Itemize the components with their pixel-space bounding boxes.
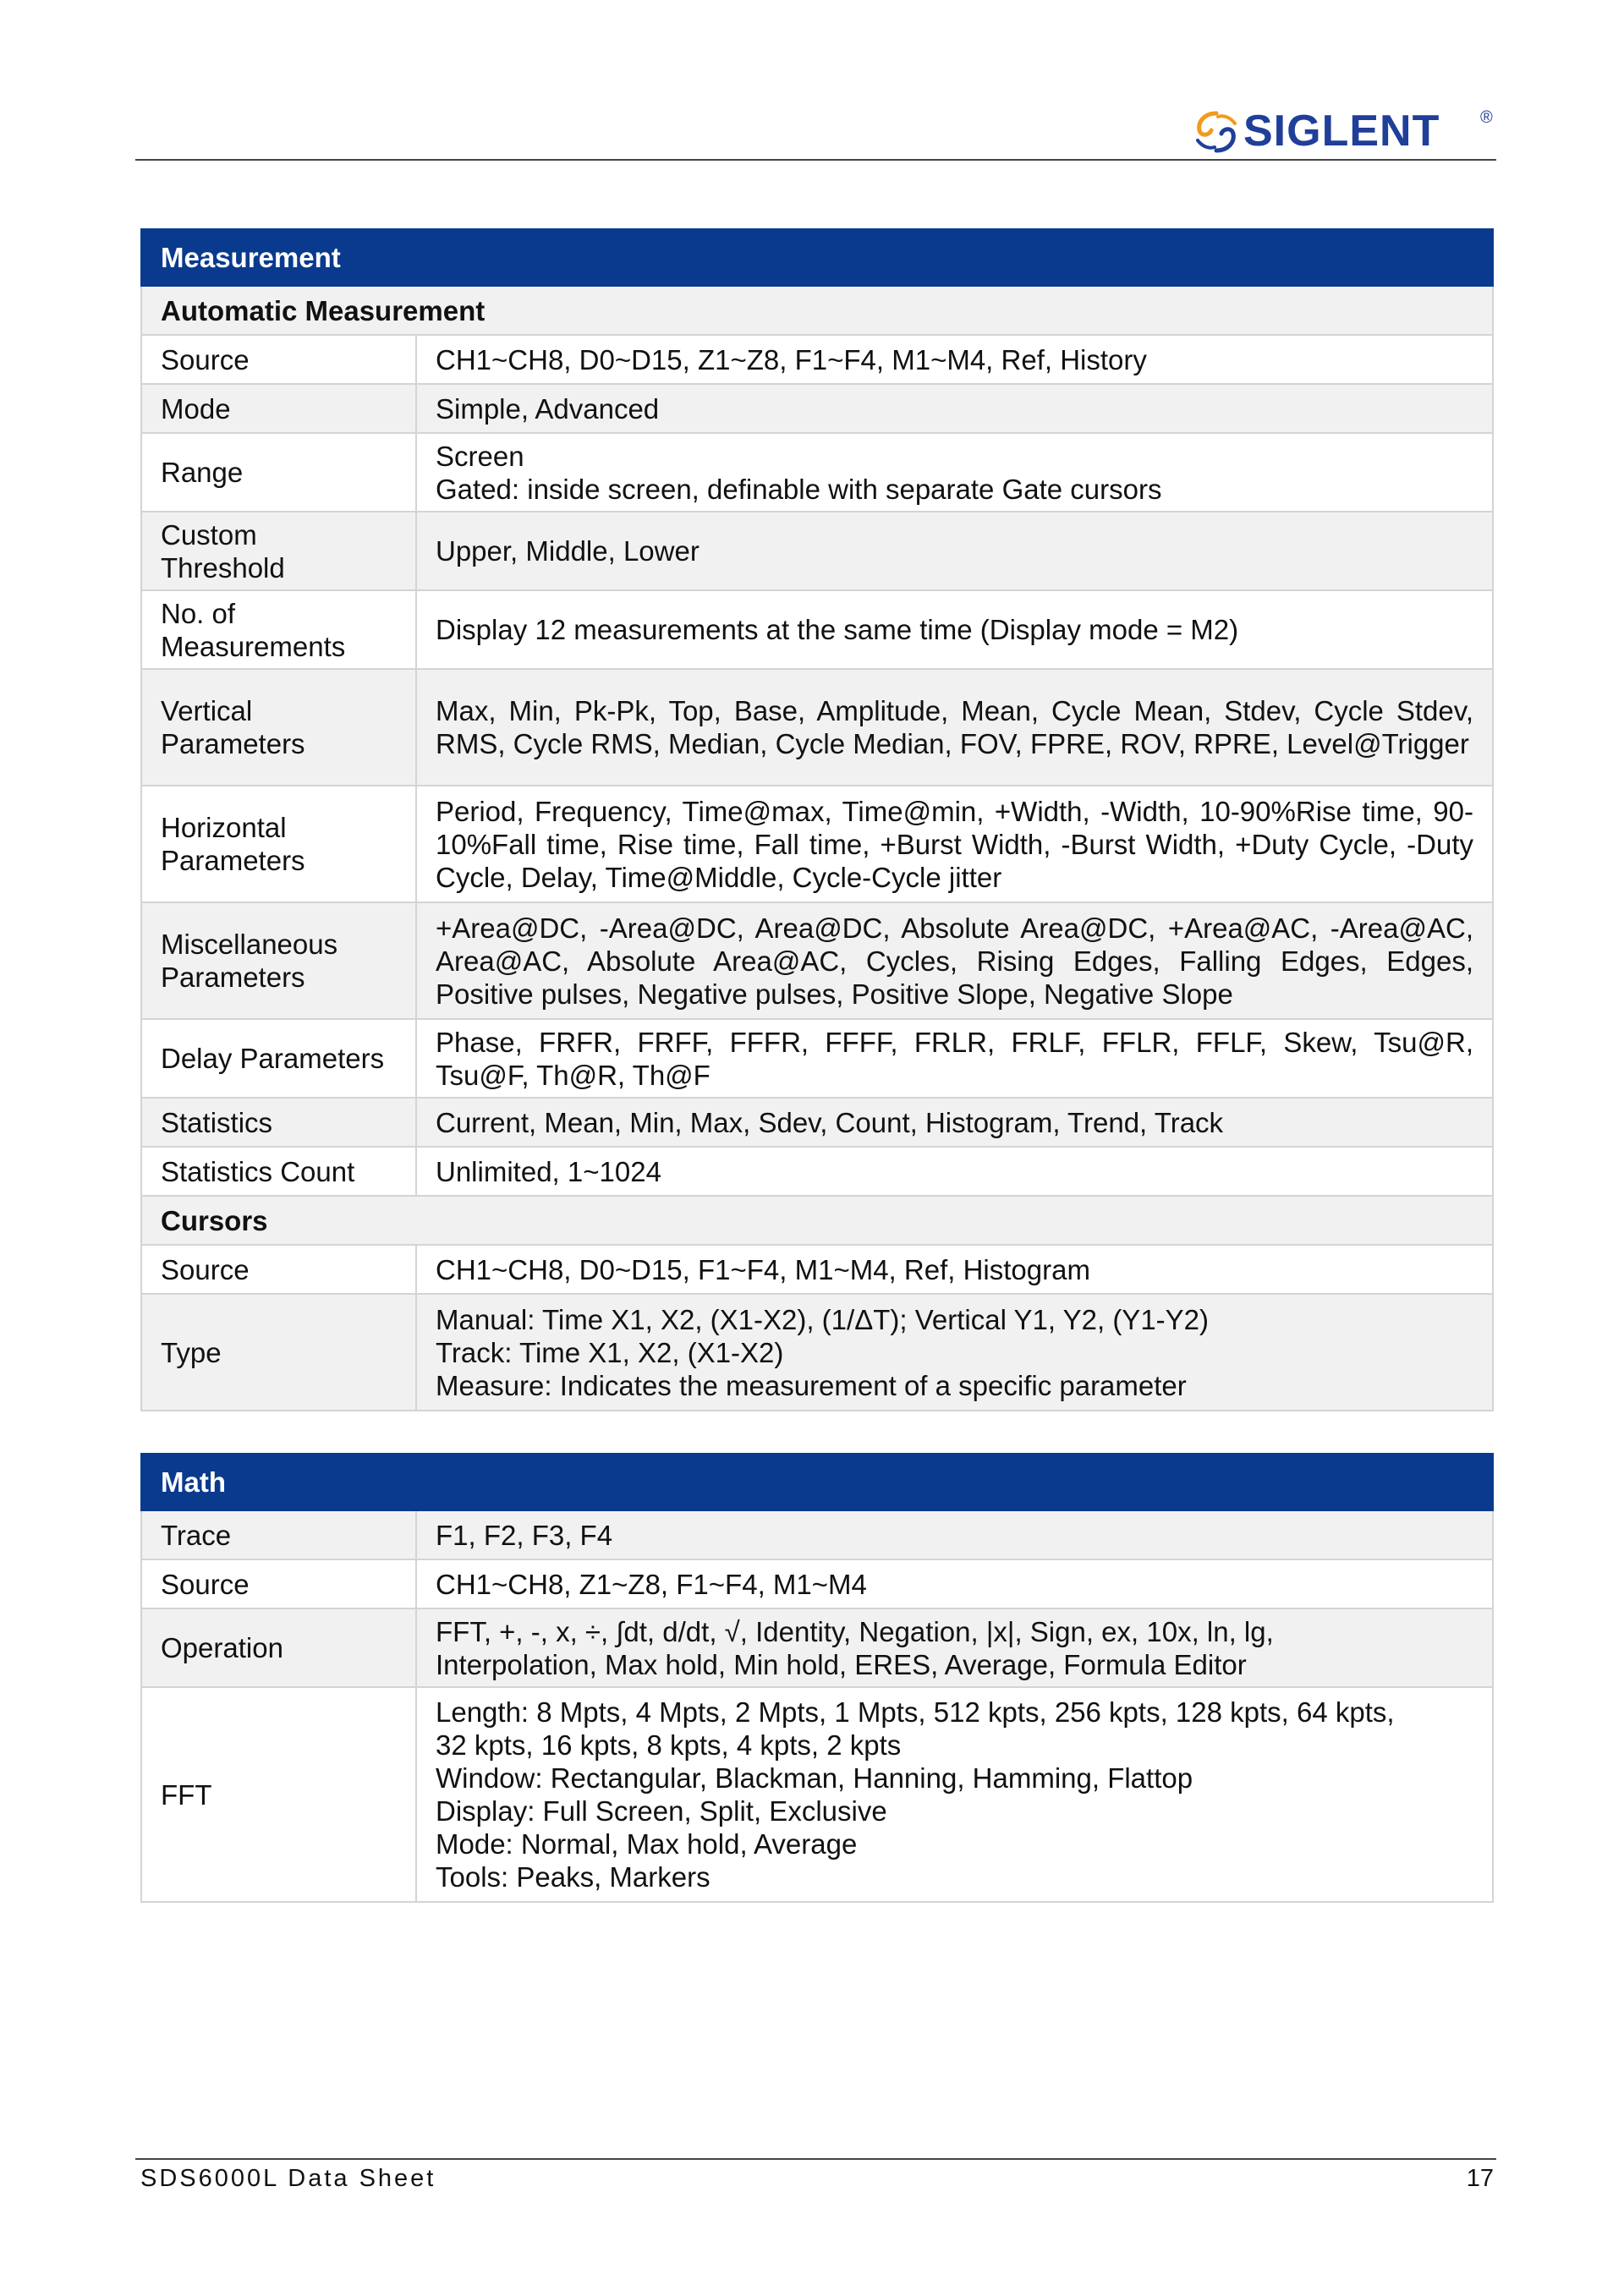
value-line: Display: Full Screen, Split, Exclusive (436, 1795, 887, 1827)
row-value: Display 12 measurements at the same time (Display mode = M2) (416, 590, 1493, 669)
value-line: Measure: Indicates the measurement of a specific parameter (436, 1369, 1187, 1401)
row-value: CH1~CH8, D0~D15, Z1~Z8, F1~F4, M1~M4, Ref, History (416, 335, 1493, 384)
value-line: Manual: Time X1, X2, (X1-X2), (1/ΔT); Vertical Y1, Y2, (Y1-Y2) (436, 1303, 1210, 1335)
row-value: Period, Frequency, Time@max, Time@min, +Width, -Width, 10-90%Rise time, 90-10%Fall time, Rise time, Fall time, +Burst Width, -Burst Width, +Duty Cycle, -Duty Cycle, Delay, Time@Middle, Cycle-Cycle jitter (416, 786, 1493, 902)
measurement-title: Measurement (141, 229, 1493, 286)
row-label: Mode (141, 384, 416, 433)
row-label (141, 786, 416, 902)
label-line: Parameters (161, 962, 305, 993)
row-label: Operation (141, 1608, 416, 1687)
label-line: Measurements (161, 630, 346, 662)
label-line: Threshold (161, 551, 285, 584)
row-value: CH1~CH8, Z1~Z8, F1~F4, M1~M4 (416, 1559, 1493, 1608)
value-line: Window: Rectangular, Blackman, Hanning, Hamming, Flattop (436, 1762, 1193, 1794)
value-line: Screen (436, 440, 524, 472)
header-divider (135, 159, 1496, 161)
cursors-heading: Cursors (141, 1196, 1493, 1245)
row-label (141, 590, 416, 669)
table-row (141, 902, 1493, 1019)
row-value: F1, F2, F3, F4 (416, 1510, 1493, 1559)
table-row (141, 335, 1493, 384)
siglent-swirl-icon (1193, 110, 1240, 154)
table-row (141, 1147, 1493, 1196)
value-line: Mode: Normal, Max hold, Average (436, 1828, 858, 1860)
row-value (416, 1687, 1493, 1902)
label-line: Parameters (161, 845, 305, 876)
row-value: Current, Mean, Min, Max, Sdev, Count, Histogram, Trend, Track (416, 1098, 1493, 1147)
row-value: Unlimited, 1~1024 (416, 1147, 1493, 1196)
value-line: Interpolation, Max hold, Min hold, ERES, Average, Formula Editor (436, 1648, 1247, 1680)
registered-mark: ® (1480, 108, 1493, 127)
row-label: Source (141, 1245, 416, 1294)
measurement-table (140, 228, 1494, 1411)
label-line: Horizontal (161, 812, 287, 843)
label-line: Custom (161, 518, 257, 551)
value-line: Tools: Peaks, Markers (436, 1861, 710, 1893)
value-line: FFT, +, -, x, ÷, ∫dt, d/dt, √, Identity, Negation, |x|, Sign, ex, 10x, ln, lg, (436, 1615, 1274, 1647)
row-label: Source (141, 335, 416, 384)
table-row (141, 512, 1493, 590)
row-value: CH1~CH8, D0~D15, F1~F4, M1~M4, Ref, Histogram (416, 1245, 1493, 1294)
value-line: Track: Time X1, X2, (X1-X2) (436, 1336, 784, 1368)
siglent-logo (1193, 107, 1493, 156)
row-label (141, 902, 416, 1019)
math-title: Math (141, 1454, 1493, 1510)
math-table (140, 1453, 1494, 1903)
table-row (141, 1019, 1493, 1098)
row-value: Upper, Middle, Lower (416, 512, 1493, 590)
table-row (141, 1559, 1493, 1608)
table-row (141, 1294, 1493, 1411)
row-label (141, 669, 416, 786)
row-value: Phase, FRFR, FRFF, FFFR, FFFF, FRLR, FRLF, FFLR, FFLF, Skew, Tsu@R, Tsu@F, Th@R, Th@F (416, 1019, 1493, 1098)
table-row (141, 1608, 1493, 1687)
table-row (141, 786, 1493, 902)
footer-divider (135, 2158, 1496, 2160)
row-label: Range (141, 433, 416, 512)
table-row (141, 669, 1493, 786)
logo-text: SIGLENT (1243, 107, 1440, 156)
automatic-measurement-heading: Automatic Measurement (141, 286, 1493, 335)
table-row (141, 1098, 1493, 1147)
row-label: Statistics (141, 1098, 416, 1147)
row-value (416, 1608, 1493, 1687)
row-label: Statistics Count (141, 1147, 416, 1196)
label-line: Miscellaneous (161, 929, 338, 960)
label-line: Parameters (161, 728, 305, 759)
footer-page-number: 17 (1466, 2165, 1494, 2192)
row-label: Trace (141, 1510, 416, 1559)
footer-doc-title: SDS6000L Data Sheet (140, 2165, 436, 2192)
table-row (141, 1510, 1493, 1559)
value-line: Gated: inside screen, definable with separate Gate cursors (436, 473, 1162, 505)
row-value: +Area@DC, -Area@DC, Area@DC, Absolute Area@DC, +Area@AC, -Area@AC, Area@AC, Absolute Area@AC, Cycles, Rising Edges, Falling Edges, Edges, Positive pulses, Negative pulses, Positive Slope, Negative Slope (416, 902, 1493, 1019)
label-line: Vertical (161, 695, 253, 726)
row-value: Simple, Advanced (416, 384, 1493, 433)
table-row (141, 384, 1493, 433)
row-label: Type (141, 1294, 416, 1411)
row-value (416, 433, 1493, 512)
label-line: No. of (161, 597, 236, 629)
value-line: Length: 8 Mpts, 4 Mpts, 2 Mpts, 1 Mpts, 512 kpts, 256 kpts, 128 kpts, 64 kpts, (436, 1696, 1395, 1728)
table-row (141, 1687, 1493, 1902)
row-label (141, 512, 416, 590)
table-row (141, 590, 1493, 669)
value-line: 32 kpts, 16 kpts, 8 kpts, 4 kpts, 2 kpts (436, 1729, 902, 1761)
row-value (416, 1294, 1493, 1411)
table-row (141, 1245, 1493, 1294)
row-label: Delay Parameters (141, 1019, 416, 1098)
table-row (141, 433, 1493, 512)
row-label: FFT (141, 1687, 416, 1902)
row-label: Source (141, 1559, 416, 1608)
row-value: Max, Min, Pk-Pk, Top, Base, Amplitude, Mean, Cycle Mean, Stdev, Cycle Stdev, RMS, Cycle RMS, Median, Cycle Median, FOV, FPRE, ROV, RPRE, Level@Trigger (416, 669, 1493, 786)
